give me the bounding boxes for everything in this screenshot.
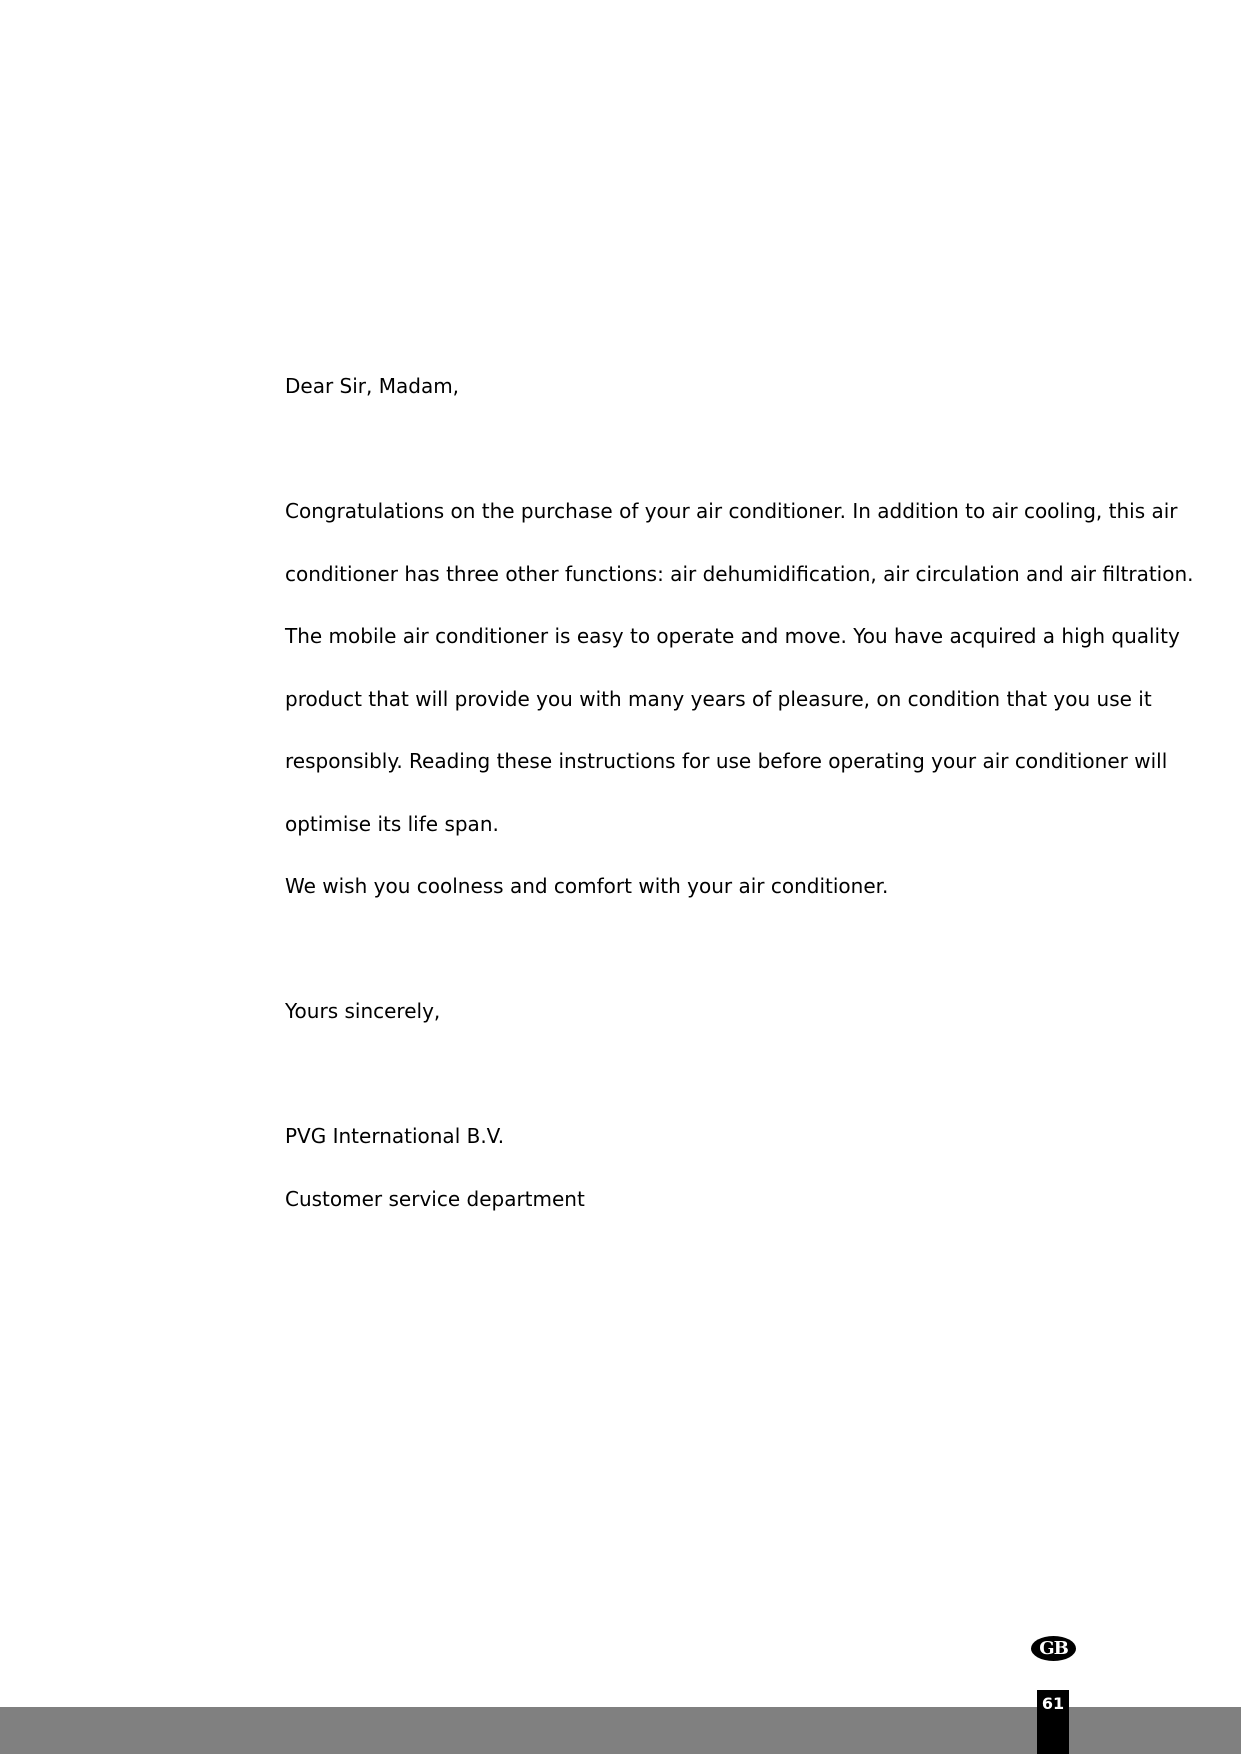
body-line: responsibly. Reading these instructions for use before operating your air conditioner will: [285, 749, 1168, 773]
spacer: [285, 918, 1145, 981]
language-badge: GB: [1031, 1636, 1076, 1661]
signature-company: PVG International B.V.: [285, 1124, 505, 1148]
signature-department: Customer service department: [285, 1186, 585, 1211]
body-line: We wish you coolness and comfort with your air conditioner.: [285, 874, 889, 898]
body-line: product that will provide you with many years of pleasure, on condition that you use it: [285, 686, 1152, 711]
closing: Yours sincerely,: [285, 999, 441, 1023]
body-line: conditioner has three other functions: air dehumidification, air circulation and air filtration.: [285, 561, 1194, 586]
spacer: [285, 1043, 1145, 1106]
body-line: The mobile air conditioner is easy to operate and move. You have acquired a high quality: [285, 624, 1180, 648]
body-line: Congratulations on the purchase of your air conditioner. In addition to air cooling, this air: [285, 499, 1178, 523]
spacer: [285, 418, 1145, 481]
body-line: optimise its life span.: [285, 811, 499, 836]
salutation: Dear Sir, Madam,: [285, 374, 460, 398]
page-number: 61: [1037, 1690, 1069, 1754]
letter-body: [285, 355, 1194, 1230]
